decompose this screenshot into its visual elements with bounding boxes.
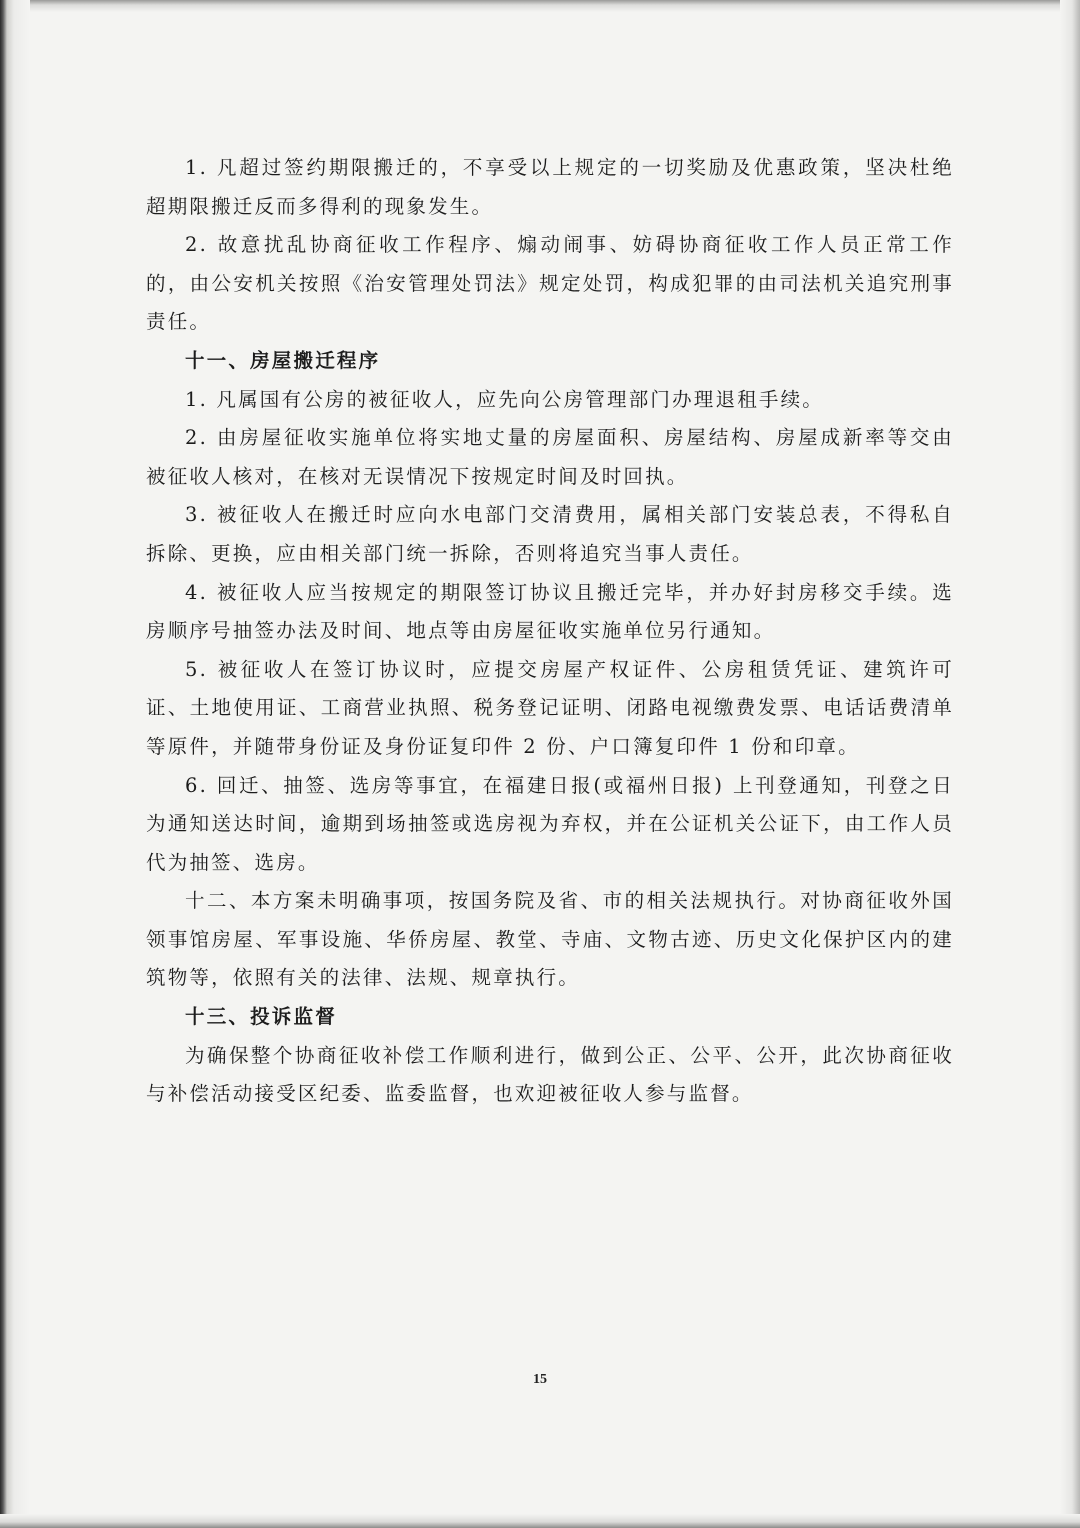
- paragraph-supervision: 为确保整个协商征收补偿工作顺利进行，做到公正、公平、公开，此次协商征收与补偿活动接受区纪委、监委监督，也欢迎被征收人参与监督。: [146, 1043, 954, 1106]
- scan-edge-left: [0, 0, 30, 1528]
- section-12-paragraph: 十二、本方案未明确事项，按国务院及省、市的相关法规执行。对协商征收外国领事馆房屋、军事设施、华侨房屋、教堂、寺庙、文物古迹、历史文化保护区内的建筑物等，依照有关的法律、法规、规章执行。: [146, 889, 954, 990]
- paragraph-procedure-4: 4. 被征收人应当按规定的期限签订协议且搬迁完毕，并办好封房移交手续。选房顺序号抽签办法及时间、地点等由房屋征收实施单位另行通知。: [146, 580, 954, 643]
- section-heading-13: 十三、投诉监督: [185, 1005, 337, 1029]
- paragraph-procedure-3: 3. 被征收人在搬迁时应向水电部门交清费用，属相关部门安装总表，不得私自拆除、更换，应由相关部门统一拆除，否则将追究当事人责任。: [146, 503, 954, 565]
- paragraph-procedure-2: 2. 由房屋征收实施单位将实地丈量的房屋面积、房屋结构、房屋成新率等交由被征收人核对，在核对无误情况下按规定时间及时回执。: [146, 426, 954, 488]
- paragraph-procedure-1: 1. 凡属国有公房的被征收人，应先向公房管理部门办理退租手续。: [185, 387, 825, 411]
- document-body: [146, 149, 954, 1114]
- scan-edge-top: [0, 0, 1080, 12]
- scan-edge-bottom: [0, 1514, 1080, 1528]
- scan-edge-right: [1060, 0, 1080, 1528]
- paragraph-procedure-6: 6. 回迁、抽签、选房等事宜，在福建日报(或福州日报) 上刊登通知，刊登之日为通知送达时间，逾期到场抽签或选房视为弃权，并在公证机关公证下，由工作人员代为抽签、选房。: [146, 773, 954, 874]
- page-number: 15: [533, 1372, 547, 1387]
- paragraph-procedure-5: 5. 被征收人在签订协议时，应提交房屋产权证件、公房租赁凭证、建筑许可证、土地使用证、工商营业执照、税务登记证明、闭路电视缴费发票、电话话费清单等原件，并随带身份证及身份证复印件 2 份、户口簿复印件 1 份和印章。: [146, 657, 954, 758]
- paragraph-penalty-2: 2. 故意扰乱协商征收工作程序、煽动闹事、妨碍协商征收工作人员正常工作的，由公安机关按照《治安管理处罚法》规定处罚，构成犯罪的由司法机关追究刑事责任。: [146, 233, 954, 334]
- section-heading-11: 十一、房屋搬迁程序: [185, 348, 381, 372]
- paragraph-penalty-1: 1. 凡超过签约期限搬迁的，不享受以上规定的一切奖励及优惠政策，坚决杜绝超期限搬迁反而多得利的现象发生。: [146, 156, 954, 218]
